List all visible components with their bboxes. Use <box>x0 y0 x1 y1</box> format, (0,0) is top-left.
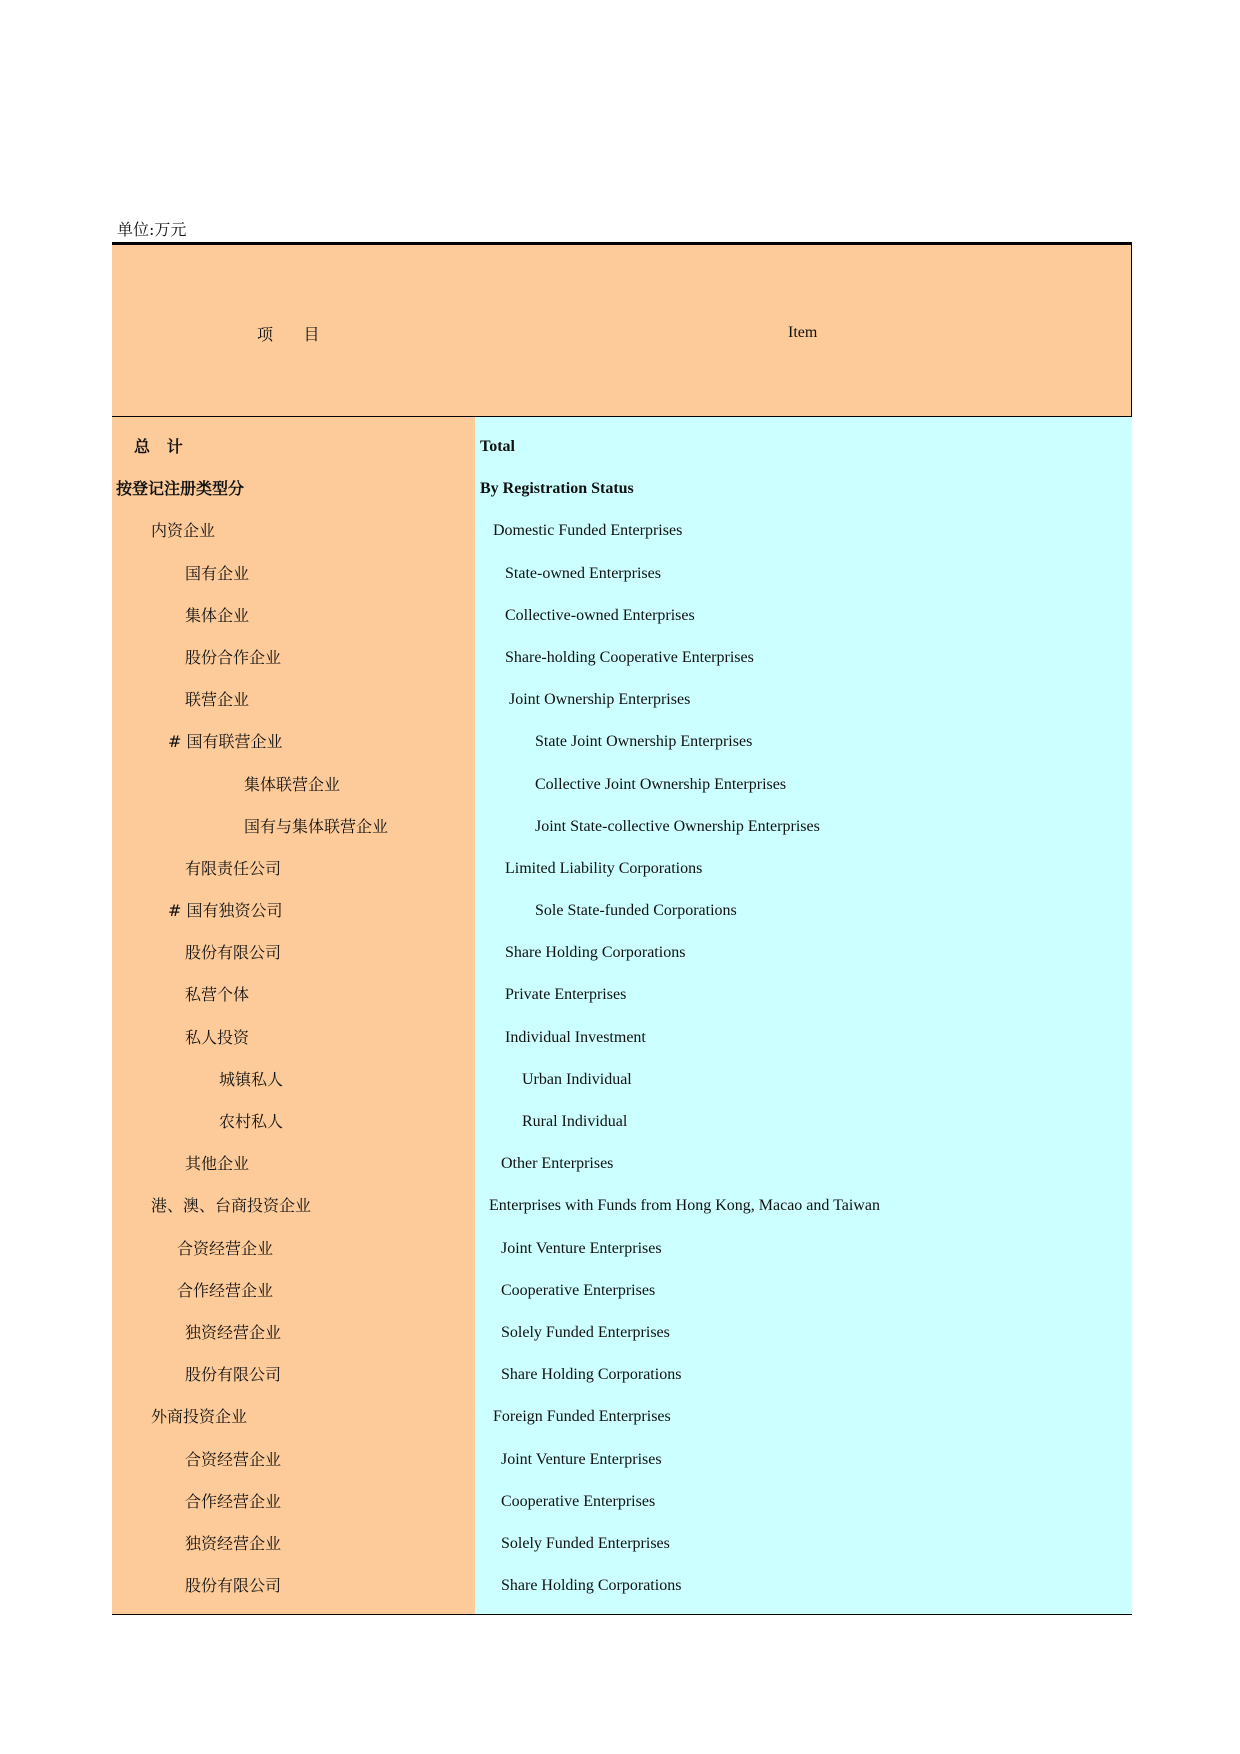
table-row <box>112 765 1132 807</box>
row-en-label: Share Holding Corporations <box>501 1577 682 1595</box>
row-cn-label: 外商投资企业 <box>151 1407 248 1427</box>
row-en-label: Domestic Funded Enterprises <box>493 522 683 540</box>
row-en-label: State-owned Enterprises <box>505 564 661 582</box>
table-row <box>112 975 1132 1017</box>
row-en-label: Cooperative Enterprises <box>501 1492 656 1510</box>
row-cn-label: 农村私人 <box>219 1112 284 1131</box>
table-row <box>112 1186 1132 1228</box>
table-row <box>112 427 1132 469</box>
table-row <box>112 1144 1132 1186</box>
row-cn-label: 国有与集体联营企业 <box>244 816 389 836</box>
table-row <box>112 1229 1132 1271</box>
table-row <box>112 933 1132 975</box>
row-en-label: Collective-owned Enterprises <box>505 606 695 624</box>
unit-label: 单位:万元 <box>117 220 187 239</box>
row-cn-label: 股份有限公司 <box>185 1365 282 1385</box>
row-cn-label: 股份有限公司 <box>185 1576 282 1596</box>
row-cn-label: 合资经营企业 <box>177 1238 274 1258</box>
row-cn-label: 总 计 <box>134 437 183 456</box>
row-en-label: Joint Venture Enterprises <box>501 1450 662 1468</box>
row-en-label: By Registration Status <box>480 480 634 498</box>
table-row <box>112 849 1132 891</box>
row-en-label: Solely Funded Enterprises <box>501 1534 670 1552</box>
row-cn-label: 私人投资 <box>185 1027 250 1047</box>
row-en-label: Share-holding Cooperative Enterprises <box>505 648 754 666</box>
row-cn-label: 合资经营企业 <box>185 1449 282 1469</box>
row-en-label: Enterprises with Funds from Hong Kong, Macao and Taiwan <box>489 1197 880 1215</box>
table-row <box>112 1482 1132 1524</box>
row-cn-label: 国有企业 <box>185 563 250 583</box>
row-cn-label: 其他企业 <box>185 1154 250 1174</box>
row-en-label: Limited Liability Corporations <box>505 859 703 877</box>
table-row <box>112 1313 1132 1355</box>
row-en-label: Share Holding Corporations <box>501 1366 682 1384</box>
table-row <box>112 1102 1132 1144</box>
row-en-label: Rural Individual <box>522 1113 628 1130</box>
row-en-label: Private Enterprises <box>505 986 627 1004</box>
row-en-label: Solely Funded Enterprises <box>501 1323 670 1341</box>
header-cn-label: 项 目 <box>257 325 320 344</box>
header-en-label: Item <box>788 324 818 341</box>
row-cn-label: 城镇私人 <box>219 1069 284 1089</box>
row-en-label: Joint State-collective Ownership Enterprises <box>535 817 820 835</box>
table-header <box>112 245 1132 417</box>
table-row <box>112 511 1132 553</box>
table-row <box>112 722 1132 764</box>
row-cn-label: 内资企业 <box>151 521 216 541</box>
table-row <box>112 469 1132 511</box>
row-en-label: Joint Venture Enterprises <box>501 1239 662 1257</box>
table-row <box>112 1271 1132 1313</box>
table-row <box>112 554 1132 596</box>
table-row <box>112 1566 1132 1608</box>
table-row <box>112 1355 1132 1397</box>
row-en-label: Share Holding Corporations <box>505 944 686 962</box>
row-cn-label: # 国有联营企业 <box>168 732 283 752</box>
row-cn-label: 独资经营企业 <box>185 1322 282 1342</box>
row-cn-label: 股份有限公司 <box>185 943 282 963</box>
row-cn-label: 集体联营企业 <box>244 774 341 794</box>
row-cn-label: 私营个体 <box>185 985 250 1005</box>
table-row <box>112 680 1132 722</box>
row-en-label: Foreign Funded Enterprises <box>493 1408 671 1426</box>
table-row <box>112 638 1132 680</box>
table-row <box>112 596 1132 638</box>
row-en-label: Other Enterprises <box>501 1155 614 1173</box>
table-row <box>112 1060 1132 1102</box>
row-cn-label: 合作经营企业 <box>185 1491 282 1511</box>
table-row <box>112 891 1132 933</box>
row-cn-label: 按登记注册类型分 <box>116 479 245 499</box>
row-en-label: Individual Investment <box>505 1028 646 1046</box>
row-cn-label: 独资经营企业 <box>185 1533 282 1553</box>
row-en-label: Collective Joint Ownership Enterprises <box>535 775 787 793</box>
row-en-label: Urban Individual <box>522 1070 632 1088</box>
table-bottom-rule <box>112 1614 1132 1615</box>
row-cn-label: 合作经营企业 <box>177 1280 274 1300</box>
table-row <box>112 1440 1132 1482</box>
row-cn-label: # 国有独资公司 <box>168 901 283 921</box>
row-en-label: Cooperative Enterprises <box>501 1281 656 1299</box>
table-rows <box>112 417 1132 1608</box>
row-en-label: Total <box>480 438 515 455</box>
row-en-label: Sole State-funded Corporations <box>535 902 737 920</box>
table-row <box>112 1018 1132 1060</box>
registration-table <box>112 242 1132 1615</box>
row-cn-label: 股份合作企业 <box>185 647 282 667</box>
table-row <box>112 807 1132 849</box>
table-row <box>112 1397 1132 1439</box>
row-cn-label: 有限责任公司 <box>185 858 282 878</box>
table-row <box>112 1524 1132 1566</box>
row-cn-label: 港、澳、台商投资企业 <box>151 1196 312 1216</box>
row-cn-label: 联营企业 <box>185 690 250 710</box>
row-en-label: Joint Ownership Enterprises <box>509 691 691 709</box>
row-en-label: State Joint Ownership Enterprises <box>535 733 753 751</box>
table-body <box>112 417 1132 1614</box>
row-cn-label: 集体企业 <box>185 605 250 625</box>
